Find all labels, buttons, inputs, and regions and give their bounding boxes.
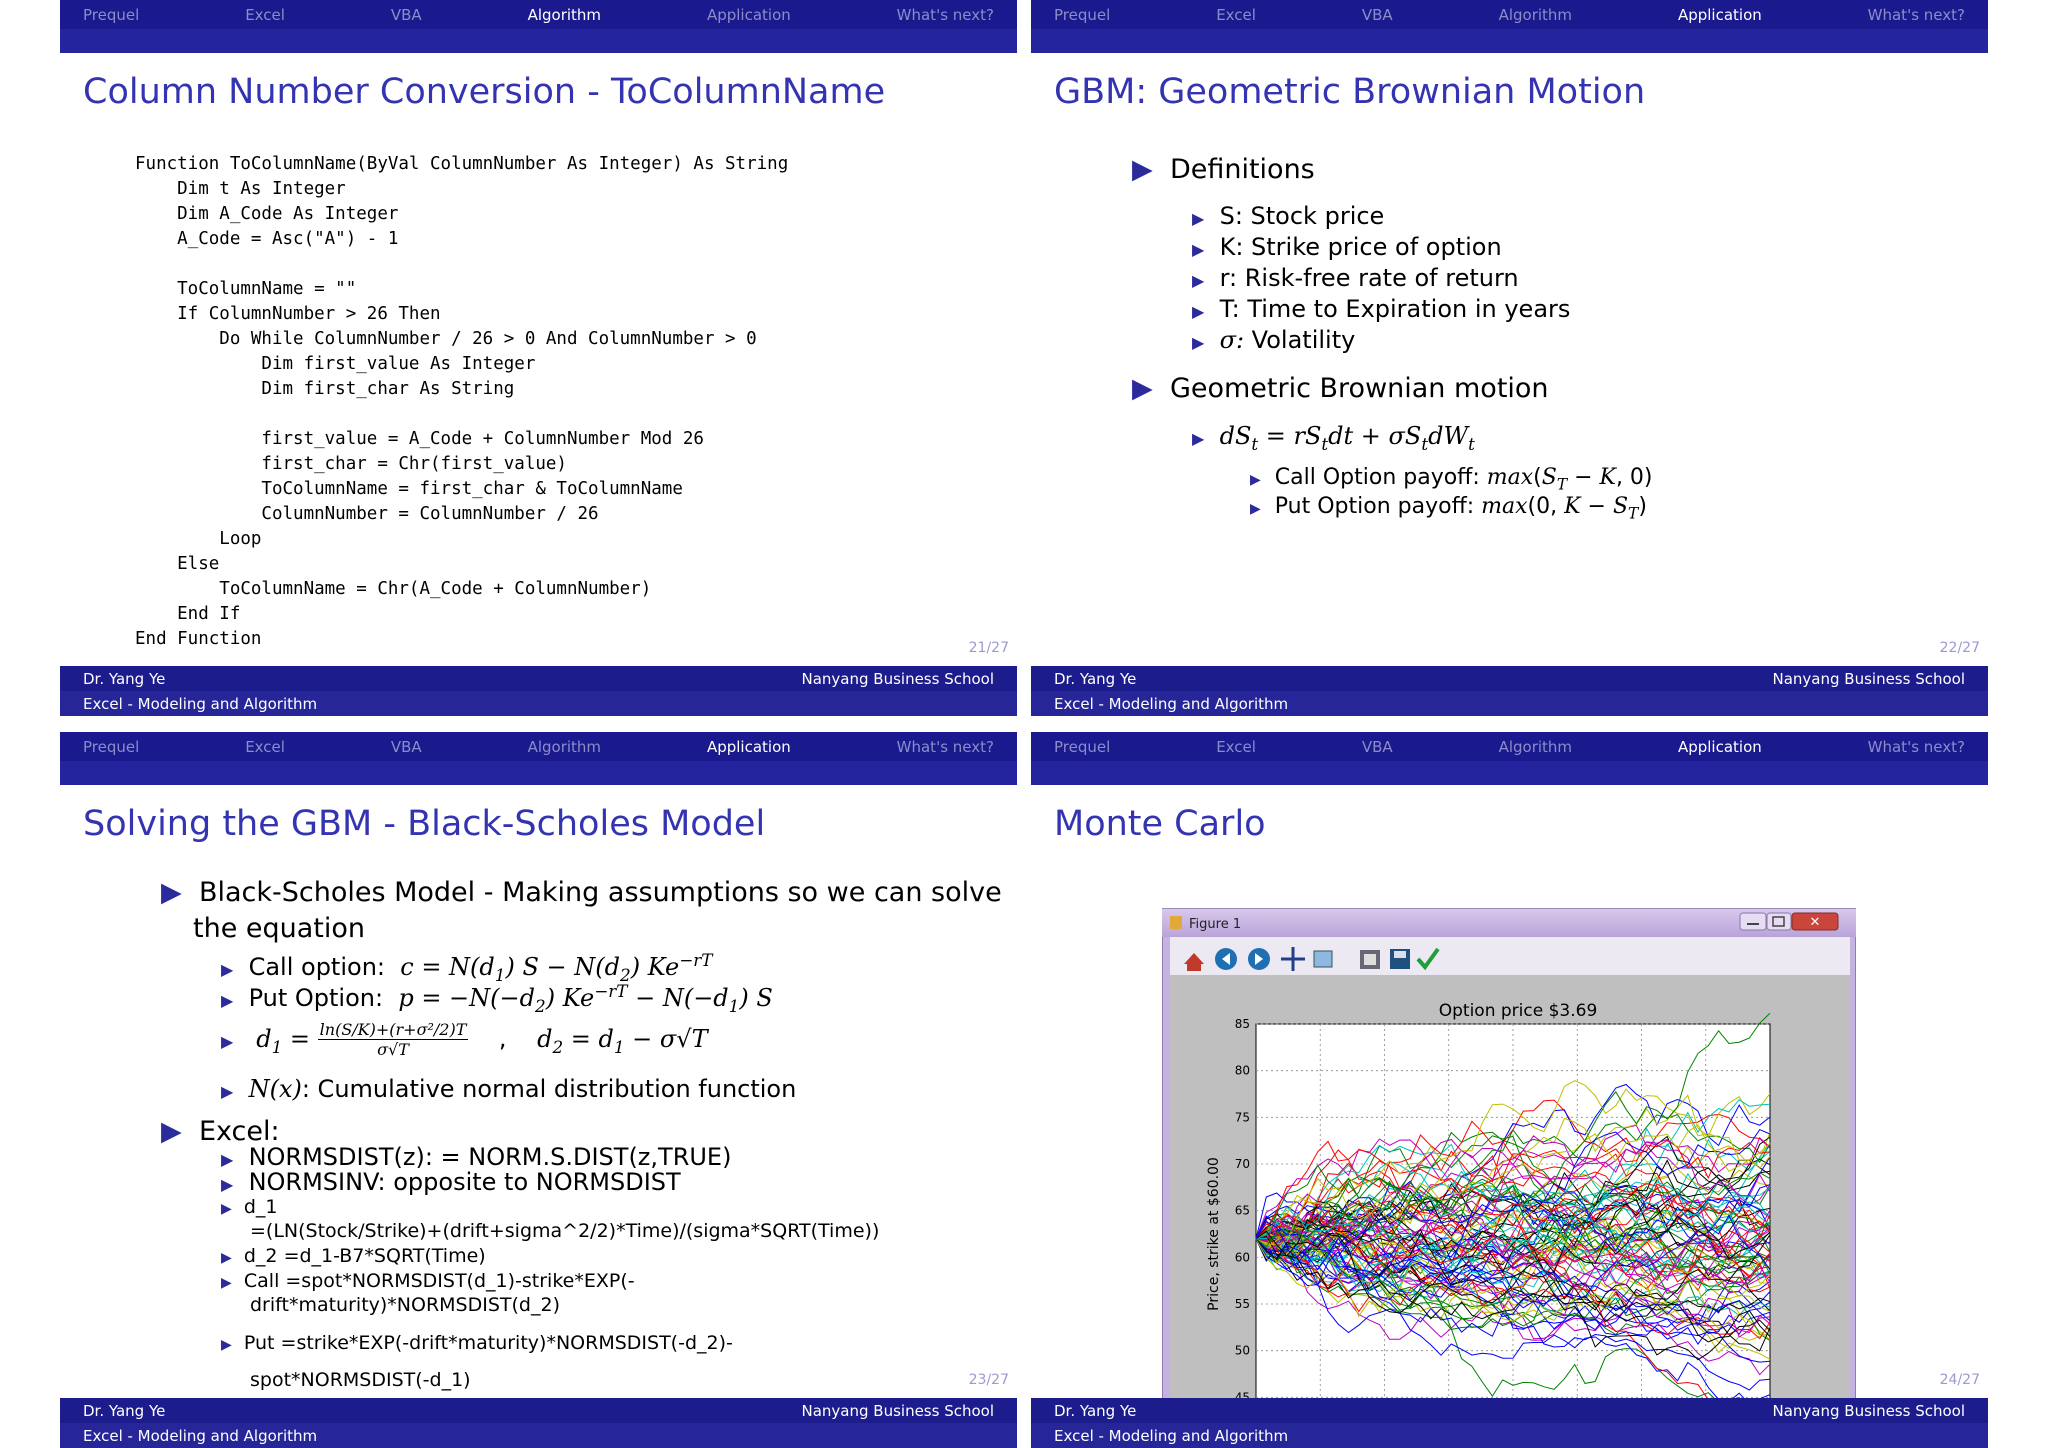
footer-row-1 [60,1398,1017,1423]
nav-excel[interactable]: Excel [245,5,285,24]
excel-item-continuation: =(LN(Stock/Strike)+(drift+sigma^2/2)*Time)/(sigma*SQRT(Time)) [250,1220,880,1242]
code-line: Else [135,554,220,574]
slide-22 [1031,0,1988,716]
slide-footer [1031,666,1988,716]
bullet-arrow-icon: ▶ [1132,373,1153,404]
nav-vba[interactable]: VBA [390,5,422,24]
bullet-arrow-icon: ▶ [1192,209,1205,228]
call-payoff-label: Call Option payoff: [1274,465,1487,490]
nav-application[interactable]: Application [706,737,791,756]
code-line: ToColumnName = first_char & ToColumnName [135,479,683,499]
zoom-icon[interactable] [1314,951,1332,967]
footer-course: Excel - Modeling and Algorithm [83,694,318,713]
page-number: 24/27 [1939,1372,1980,1388]
slide-footer [60,1398,1017,1448]
excel-item [221,1196,278,1218]
excel-item-text: Call =spot*NORMSDIST(d_1)-strike*EXP(- [243,1270,635,1292]
bullet-bs-model [161,877,1002,908]
put-payoff: ▶ Put Option payoff: max(0, $K - S_T$) [1250,494,1647,523]
definition-item [1192,326,1355,354]
nav-vba[interactable]: VBA [1361,737,1393,756]
nav-subbar [1031,29,1988,53]
definition-symbol: K: [1219,233,1244,261]
definitions-label: Definitions [1169,154,1315,185]
y-tick-label: 80 [1234,1063,1250,1078]
monte-carlo-chart [1206,1001,1770,1444]
code-line: End If [135,604,241,624]
nav-subbar [1031,761,1988,785]
put-payoff-formula: max [1481,494,1528,519]
footer-row-2 [1031,1423,1988,1448]
definition-item [1192,233,1502,261]
footer-course: Excel - Modeling and Algorithm [83,1426,318,1445]
bullet-arrow-icon: ▶ [221,960,234,979]
bullet-arrow-icon: ▶ [221,1201,232,1217]
code-line: ColumnNumber = ColumnNumber / 26 [135,504,599,524]
footer-school: Nanyang Business School [801,669,994,688]
nav-algorithm[interactable]: Algorithm [527,737,602,756]
slide-title: Solving the GBM - Black-Scholes Model [83,804,766,844]
excel-item-text: d_1 [243,1196,278,1218]
excel-item [221,1245,486,1267]
nav-bar [60,732,1017,761]
y-tick-label: 70 [1234,1157,1250,1171]
excel-item [221,1168,681,1196]
save-icon[interactable] [1390,949,1410,969]
code-line: ToColumnName = Chr(A_Code + ColumnNumber) [135,579,652,599]
matplotlib-figure-window [1162,879,1856,1448]
nav-prequel[interactable]: Prequel [1054,737,1111,756]
forward-icon[interactable] [1248,948,1270,970]
put-payoff-label: Put Option payoff: [1274,494,1482,519]
slide-title: Column Number Conversion - ToColumnName [83,72,886,112]
d1-d2-formula: ▶ $d_1$ = $\frac{\text{ln(S/K)+(r+σ²/2)T}}{\sigma√T}$ , $d_2 = d_1 - \sigma√T$ [221,1020,708,1059]
footer-author: Dr. Yang Ye [83,669,166,688]
excel-item [221,1270,635,1292]
bullet-arrow-icon: ▶ [1192,271,1205,290]
slide-footer [1031,1398,1988,1448]
bullet-arrow-icon: ▶ [221,1250,232,1266]
excel-item-text: Put =strike*EXP(-drift*maturity)*NORMSDIST(-d_2)- [243,1332,733,1354]
definition-text: Volatility [1244,326,1356,354]
definition-symbol: r: [1219,264,1238,292]
excel-item-text: NORMSDIST(z): = NORM.S.DIST(z,TRUE) [248,1143,732,1171]
bullet-arrow-icon: ▶ [1192,333,1205,352]
nav-prequel[interactable]: Prequel [1054,5,1111,24]
close-icon: ✕ [1809,915,1821,930]
slide-title: GBM: Geometric Brownian Motion [1054,72,1646,112]
bullet-arrow-icon: ▶ [1192,240,1205,259]
footer-row-1 [60,666,1017,691]
bullet-gbm [1132,373,1549,404]
figure-toolbar [1170,937,1850,975]
footer-course: Excel - Modeling and Algorithm [1054,1426,1289,1445]
excel-item [221,1143,731,1171]
slide-nav [1031,0,1988,53]
slide-title: Monte Carlo [1054,804,1266,844]
bs-line-2: the equation [193,913,366,944]
bullet-arrow-icon: ▶ [221,1150,234,1169]
footer-row-2 [60,1423,1017,1448]
nav-whats-next[interactable]: What's next? [896,5,994,24]
bullet-arrow-icon: ▶ [221,1275,232,1291]
excel-item-continuation: spot*NORMSDIST(-d_1) [250,1369,471,1391]
maximize-button[interactable] [1767,913,1791,930]
nav-algorithm[interactable]: Algorithm [1498,737,1573,756]
bullet-arrow-icon: ▶ [221,1337,232,1353]
window-title: Figure 1 [1189,917,1242,932]
y-tick-label: 85 [1234,1017,1250,1031]
y-tick-label: 75 [1234,1110,1250,1125]
gbm-label: Geometric Brownian motion [1169,373,1549,404]
nav-application[interactable]: Application [1677,5,1762,24]
nav-excel[interactable]: Excel [245,737,285,756]
call-option-formula: ▶ Call option: $c = N(d_1) S - N(d_2)$ $Ke^{-rT}$ [221,950,713,985]
call-payoff-formula: max [1486,465,1534,490]
code-line: Loop [135,529,262,549]
excel-label: Excel: [198,1116,280,1147]
nav-prequel[interactable]: Prequel [83,5,140,24]
nav-bar [60,0,1017,29]
nx-definition: ▶ N(x): Cumulative normal distribution function [221,1075,797,1103]
nav-subbar [60,29,1017,53]
gbm-formula: $dS_t = rS_tdt + \sigma S_tdW_t$ [1219,422,1475,454]
call-payoff: ▶ Call Option payoff: $\max(S_T - K$, 0) [1250,465,1653,494]
nav-application[interactable]: Application [706,5,791,24]
bullet-definitions [1132,154,1315,185]
footer-row-2 [1031,691,1988,716]
definition-symbol: σ: [1219,326,1245,354]
definition-text: Stock price [1242,202,1385,230]
bullet-arrow-icon: ▶ [161,1116,182,1147]
nav-whats-next[interactable]: What's next? [1867,5,1965,24]
nav-application[interactable]: Application [1677,737,1762,756]
slide-21 [60,0,1017,716]
code-line: Do While ColumnNumber / 26 > 0 And ColumnNumber > 0 [135,329,757,349]
footer-school: Nanyang Business School [1772,669,1965,688]
nav-excel[interactable]: Excel [1216,737,1256,756]
nav-whats-next[interactable]: What's next? [1867,737,1965,756]
definition-text: Strike price of option [1243,233,1502,261]
footer-school: Nanyang Business School [1772,1401,1965,1420]
page-number: 22/27 [1939,640,1980,656]
definition-item [1192,295,1570,323]
back-icon[interactable] [1215,948,1237,970]
footer-author: Dr. Yang Ye [1054,1401,1137,1420]
page-number: 21/27 [968,640,1009,656]
code-line: Dim t As Integer [135,179,346,199]
subplots-icon[interactable] [1360,950,1380,969]
bullet-arrow-icon: ▶ [1192,429,1205,448]
code-line: first_value = A_Code + ColumnNumber Mod 26 [135,429,704,449]
code-line: Function ToColumnName(ByVal ColumnNumber As Integer) As String [135,154,789,174]
nav-vba[interactable]: VBA [390,737,422,756]
vba-code-block [135,152,788,652]
bullet-arrow-icon: ▶ [161,877,182,908]
chart-title: Option price $3.69 [1438,1001,1598,1021]
code-line: ToColumnName = "" [135,279,357,299]
code-line: Dim first_value As Integer [135,354,536,374]
put-option-formula: ▶ Put Option: $p = -N(-d_2) Ke^{-rT} - N(-d_1)$ S [221,981,773,1016]
slide-nav [1031,732,1988,785]
slide-nav [60,732,1017,785]
y-ticks [1235,1017,1250,1404]
slide-footer [60,666,1017,716]
code-line: A_Code = Asc("A") - 1 [135,229,399,249]
code-line: first_char = Chr(first_value) [135,454,567,474]
y-tick-label: 60 [1234,1250,1250,1265]
nav-bar [1031,0,1988,29]
code-line: If ColumnNumber > 26 Then [135,304,441,324]
definition-symbol: S: [1219,202,1243,230]
footer-school: Nanyang Business School [801,1401,994,1420]
definition-item [1192,264,1519,292]
matplotlib-logo-icon [1170,916,1182,929]
excel-item-text: d_2 =d_1-B7*SQRT(Time) [243,1245,486,1267]
bullet-arrow-icon: ▶ [1192,302,1205,321]
gbm-equation [1192,422,1475,454]
bullet-arrow-icon: ▶ [221,1082,234,1101]
bullet-arrow-icon: ▶ [221,1175,234,1194]
excel-item-continuation: drift*maturity)*NORMSDIST(d_2) [250,1294,560,1316]
excel-item [221,1332,733,1354]
nav-algorithm[interactable]: Algorithm [1498,5,1573,24]
y-tick-label: 50 [1234,1343,1250,1358]
footer-row-1 [1031,666,1988,691]
call-option-label: Call option: [248,953,385,981]
footer-author: Dr. Yang Ye [83,1401,166,1420]
definition-text: Risk-free rate of return [1237,264,1519,292]
bullet-arrow-icon: ▶ [1132,154,1153,185]
slide-nav [60,0,1017,53]
nav-algorithm[interactable]: Algorithm [527,5,602,24]
nav-bar [1031,732,1988,761]
nx-text: : Cumulative normal distribution function [301,1075,797,1103]
slide-24 [1031,732,1988,1448]
definition-item [1192,202,1384,230]
y-tick-label: 55 [1234,1297,1250,1311]
minimize-button[interactable] [1740,913,1766,930]
y-tick-label: 65 [1234,1203,1250,1218]
nav-whats-next[interactable]: What's next? [896,737,994,756]
nav-excel[interactable]: Excel [1216,5,1256,24]
excel-item-text: NORMSINV: opposite to NORMSDIST [248,1168,681,1196]
bullet-arrow-icon: ▶ [1250,472,1261,488]
bullet-arrow-icon: ▶ [221,991,234,1010]
code-line: Dim first_char As String [135,379,515,399]
definition-text: Time to Expiration in years [1239,295,1571,323]
nav-subbar [60,761,1017,785]
nav-vba[interactable]: VBA [1361,5,1393,24]
footer-row-1 [1031,1398,1988,1423]
put-option-label: Put Option: [248,984,384,1012]
footer-author: Dr. Yang Ye [1054,669,1137,688]
definition-symbol: T: [1219,295,1240,323]
y-axis-label: Price, strike at $60.00 [1206,1157,1222,1311]
bullet-arrow-icon: ▶ [221,1031,234,1051]
footer-course: Excel - Modeling and Algorithm [1054,694,1289,713]
code-line: End Function [135,629,262,649]
footer-row-2 [60,691,1017,716]
bs-line-1: Black-Scholes Model - Making assumptions so we can solve [198,877,1002,908]
code-line: Dim A_Code As Integer [135,204,399,224]
page-number: 23/27 [968,1372,1009,1388]
slide-23 [60,732,1017,1448]
nav-prequel[interactable]: Prequel [83,737,140,756]
bullet-arrow-icon: ▶ [1250,501,1261,517]
